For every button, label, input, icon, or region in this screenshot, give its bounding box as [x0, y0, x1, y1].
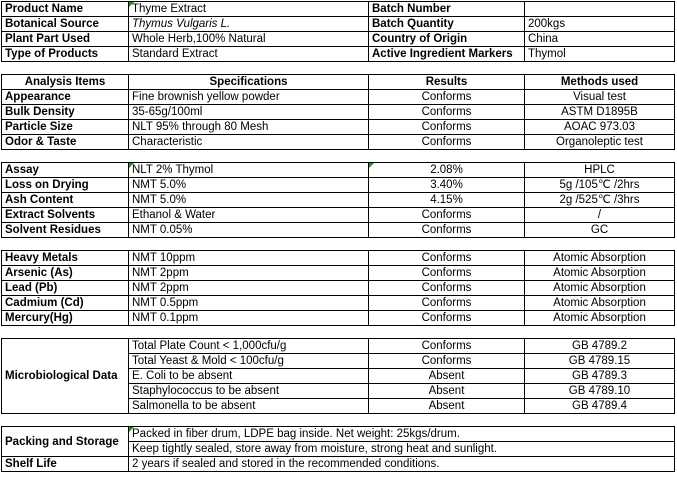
- table-row: [2, 178, 675, 193]
- plant-part-label: Plant Part Used: [2, 32, 129, 47]
- item-name: Cadmium (Cd): [2, 296, 129, 311]
- packing-line-2: Keep tightly sealed, store away from moisture, strong heat and sunlight.: [129, 442, 675, 457]
- column-header-row: [2, 75, 675, 90]
- table-row: [2, 208, 675, 223]
- item-method: Atomic Absorption: [525, 251, 675, 266]
- item-method: AOAC 973.03: [525, 120, 675, 135]
- plant-part-value: Whole Herb,100% Natural: [129, 32, 369, 47]
- country-value: China: [525, 32, 675, 47]
- item-result: 2.08%: [369, 163, 525, 178]
- product-info-table: [1, 1, 675, 62]
- item-result: Absent: [369, 399, 525, 414]
- table-row: [2, 339, 675, 354]
- country-label: Country of Origin: [369, 32, 525, 47]
- item-method: HPLC: [525, 163, 675, 178]
- item-spec: NMT 0.05%: [129, 223, 369, 238]
- item-spec: NMT 5.0%: [129, 193, 369, 208]
- item-name: Odor & Taste: [2, 135, 129, 150]
- type-label: Type of Products: [2, 47, 129, 62]
- item-spec: Ethanol & Water: [129, 208, 369, 223]
- item-name: Extract Solvents: [2, 208, 129, 223]
- item-result: Conforms: [369, 223, 525, 238]
- item-name: Arsenic (As): [2, 266, 129, 281]
- botanical-source-value: Thymus Vulgaris L.: [129, 17, 369, 32]
- item-result: Conforms: [369, 296, 525, 311]
- batch-number-value: [525, 2, 675, 17]
- item-method: Atomic Absorption: [525, 281, 675, 296]
- item-result: Conforms: [369, 251, 525, 266]
- item-result: Conforms: [369, 208, 525, 223]
- item-name: Solvent Residues: [2, 223, 129, 238]
- table-row: [2, 32, 675, 47]
- item-method: Atomic Absorption: [525, 296, 675, 311]
- table-row: [2, 251, 675, 266]
- item-spec: 35-65g/100ml: [129, 105, 369, 120]
- column-header-results: Results: [369, 75, 525, 90]
- item-result: Conforms: [369, 266, 525, 281]
- item-method: Atomic Absorption: [525, 266, 675, 281]
- product-name-value: Thyme Extract: [129, 2, 369, 17]
- microbiological-table: [1, 338, 675, 414]
- item-method: 5g /105℃ /2hrs: [525, 178, 675, 193]
- item-result: 4.15%: [369, 193, 525, 208]
- item-result: 3.40%: [369, 178, 525, 193]
- table-row: [2, 427, 675, 442]
- table-row: [2, 17, 675, 32]
- item-spec: NLT 95% through 80 Mesh: [129, 120, 369, 135]
- item-result: Absent: [369, 369, 525, 384]
- item-method: Atomic Absorption: [525, 311, 675, 326]
- table-row: [2, 47, 675, 62]
- item-result: Conforms: [369, 339, 525, 354]
- column-header-methods: Methods used: [525, 75, 675, 90]
- physical-analysis-table: [1, 74, 675, 150]
- table-row: [2, 296, 675, 311]
- table-row: [2, 105, 675, 120]
- item-name: Lead (Pb): [2, 281, 129, 296]
- table-row: [2, 281, 675, 296]
- type-value: Standard Extract: [129, 47, 369, 62]
- shelf-life-value: 2 years if sealed and stored in the recommended conditions.: [129, 457, 675, 472]
- item-name: Particle Size: [2, 120, 129, 135]
- item-method: GC: [525, 223, 675, 238]
- markers-label: Active Ingredient Markers: [369, 47, 525, 62]
- item-spec: NMT 2ppm: [129, 266, 369, 281]
- table-row: [2, 90, 675, 105]
- item-name: Heavy Metals: [2, 251, 129, 266]
- packing-label: Packing and Storage: [2, 427, 129, 457]
- packing-table: [1, 426, 675, 472]
- table-row: [2, 311, 675, 326]
- item-spec: Total Yeast & Mold < 100cfu/g: [129, 354, 369, 369]
- batch-number-label: Batch Number: [369, 2, 525, 17]
- item-method: GB 4789.4: [525, 399, 675, 414]
- table-row: [2, 135, 675, 150]
- item-name: Appearance: [2, 90, 129, 105]
- item-name: Assay: [2, 163, 129, 178]
- table-row: [2, 163, 675, 178]
- item-spec: NMT 2ppm: [129, 281, 369, 296]
- item-method: 2g /525℃ /3hrs: [525, 193, 675, 208]
- column-header-items: Analysis Items: [2, 75, 129, 90]
- item-result: Conforms: [369, 281, 525, 296]
- table-row: [2, 2, 675, 17]
- batch-quantity-label: Batch Quantity: [369, 17, 525, 32]
- batch-quantity-value: 200kgs: [525, 17, 675, 32]
- table-row: [2, 223, 675, 238]
- table-row: [2, 266, 675, 281]
- item-result: Conforms: [369, 135, 525, 150]
- item-name: Bulk Density: [2, 105, 129, 120]
- item-method: GB 4789.3: [525, 369, 675, 384]
- table-row: [2, 457, 675, 472]
- item-method: GB 4789.15: [525, 354, 675, 369]
- heavy-metals-table: [1, 250, 675, 326]
- table-row: [2, 193, 675, 208]
- item-result: Conforms: [369, 311, 525, 326]
- item-spec: Staphylococcus to be absent: [129, 384, 369, 399]
- shelf-life-label: Shelf Life: [2, 457, 129, 472]
- item-spec: Characteristic: [129, 135, 369, 150]
- item-spec: NLT 2% Thymol: [129, 163, 369, 178]
- item-spec: NMT 0.5ppm: [129, 296, 369, 311]
- item-result: Conforms: [369, 105, 525, 120]
- item-name: Loss on Drying: [2, 178, 129, 193]
- item-name: Ash Content: [2, 193, 129, 208]
- item-method: /: [525, 208, 675, 223]
- item-spec: NMT 10ppm: [129, 251, 369, 266]
- botanical-source-label: Botanical Source: [2, 17, 129, 32]
- item-method: Visual test: [525, 90, 675, 105]
- item-result: Conforms: [369, 354, 525, 369]
- item-spec: NMT 5.0%: [129, 178, 369, 193]
- item-result: Conforms: [369, 90, 525, 105]
- chemical-analysis-table: [1, 162, 675, 238]
- product-name-label: Product Name: [2, 2, 129, 17]
- microbiological-label: Microbiological Data: [2, 339, 129, 414]
- item-spec: Fine brownish yellow powder: [129, 90, 369, 105]
- markers-value: Thymol: [525, 47, 675, 62]
- item-method: Organoleptic test: [525, 135, 675, 150]
- item-spec: Total Plate Count < 1,000cfu/g: [129, 339, 369, 354]
- item-spec: NMT 0.1ppm: [129, 311, 369, 326]
- packing-line-1: Packed in fiber drum, LDPE bag inside. Net weight: 25kgs/drum.: [129, 427, 675, 442]
- item-spec: Salmonella to be absent: [129, 399, 369, 414]
- item-spec: E. Coli to be absent: [129, 369, 369, 384]
- table-row: [2, 120, 675, 135]
- item-method: ASTM D1895B: [525, 105, 675, 120]
- item-result: Conforms: [369, 120, 525, 135]
- item-method: GB 4789.2: [525, 339, 675, 354]
- item-method: GB 4789.10: [525, 384, 675, 399]
- column-header-specs: Specifications: [129, 75, 369, 90]
- item-result: Absent: [369, 384, 525, 399]
- item-name: Mercury(Hg): [2, 311, 129, 326]
